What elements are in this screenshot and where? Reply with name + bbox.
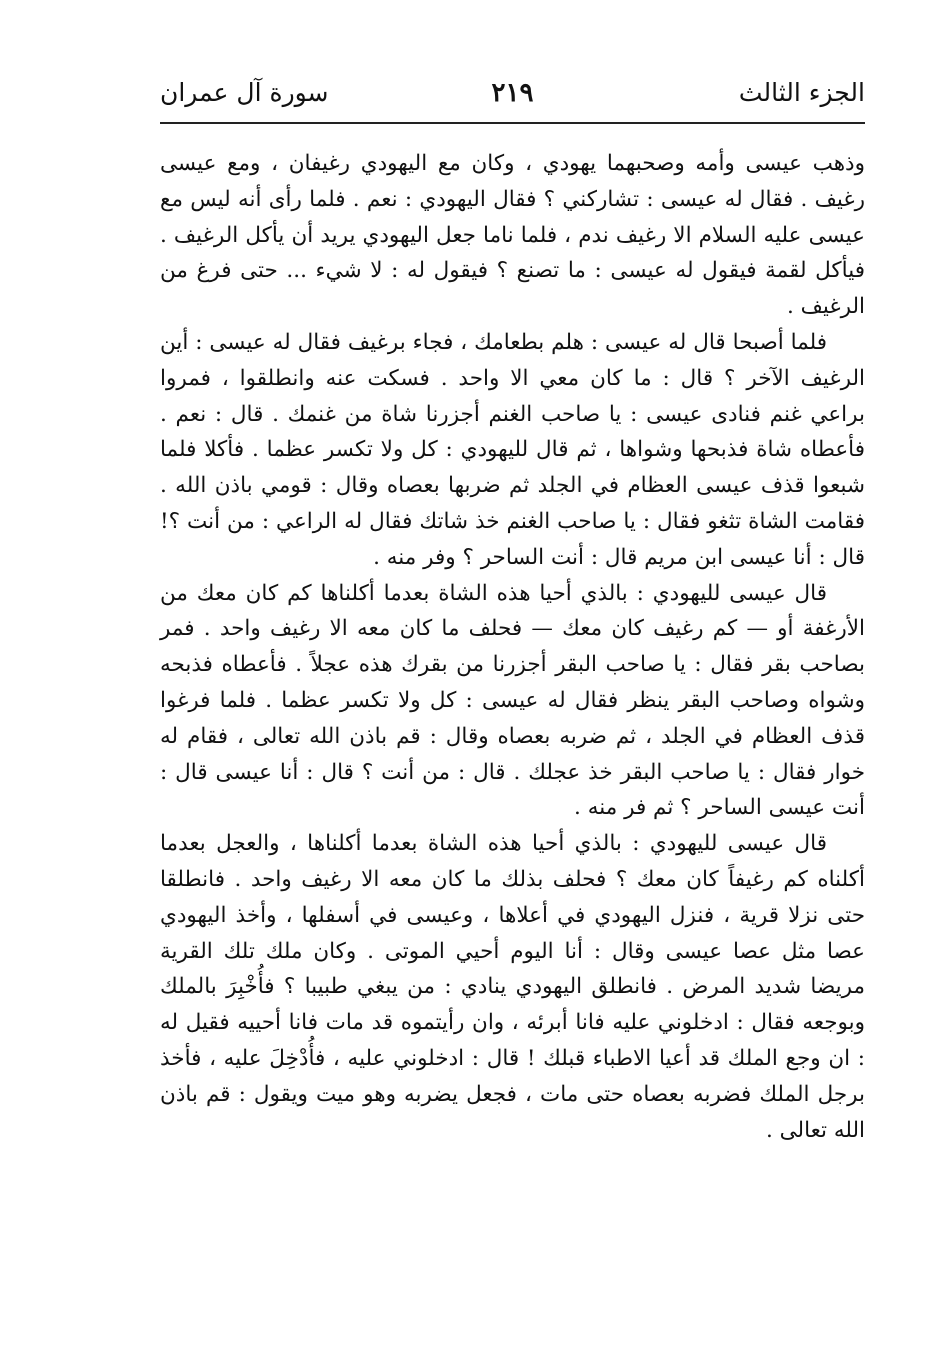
page-number: ٢١٩ [491, 78, 534, 108]
part-title: الجزء الثالث [738, 78, 865, 107]
paragraph: فلما أصبحا قال له عيسى : هلم بطعامك ، فجاء برغيف فقال له عيسى : أين الرغيف الآخر ؟ قال : ما كان معي الا واحد . فسكت عنه وانطلقوا ، فمروا براعي غنم فنادى عيسى : يا صاحب الغنم أجزرنا شاة من غنمك . قال : نعم . فأعطاه شاة فذبحها وشواها ، ثم قال لليهودي : كل ولا تكسر عظما . فأكلا فلما شبعوا قذف عيسى العظام في الجلد ثم ضربها بعصاه وقال : قومي باذن الله . فقامت الشاة تثغو فقال : يا صاحب الغنم خذ شاتك فقال له الراعي : من أنت ؟! قال : أنا عيسى ابن مريم قال : أنت الساحر ؟ وفر منه . [160, 329, 865, 570]
surah-title: سورة آل عمران [160, 78, 329, 107]
running-header [160, 68, 865, 120]
paragraph: قال عيسى لليهودي : بالذي أحيا هذه الشاة بعدما أكلناها كم كان معك من الأرغفة أو — كم رغيف كان معك — فحلف ما كان معه الا رغيف واحد . فمر بصاحب بقر فقال : يا صاحب البقر أجزرنا من بقرك هذه عجلاً . فأعطاه فذبحه وشواه وصاحب البقر ينظر فقال له عيسى : كل ولا تكسر عظما . فلما فرغوا قذف العظام في الجلد ، ثم ضربه بعصاه وقال : قم باذن الله تعالى ، فقام له خوار فقال : يا صاحب البقر خذ عجلك . قال : من أنت ؟ قال : أنا عيسى قال : أنت عيسى الساحر ؟ ثم فر منه . [160, 580, 865, 821]
paragraph: قال عيسى لليهودي : بالذي أحيا هذه الشاة بعدما أكلناها ، والعجل بعدما أكلناه كم رغيفاً كان معك ؟ فحلف بذلك ما كان معه الا رغيف واحد . فانطلقا حتى نزلا قرية ، فنزل اليهودي في أعلاها ، وعيسى في أسفلها ، وأخذ اليهودي عصا مثل عصا عيسى وقال : أنا اليوم أحيي الموتى . وكان ملك تلك القرية مريضا شديد المرض . فانطلق اليهودي ينادي : من يبغي طبيبا ؟ فأُخْبِرَ بالملك وبوجعه فقال : ادخلوني عليه فانا أبرئه ، وان رأيتموه قد مات فانا أحييه فقيل له : ان وجع الملك قد أعيا الاطباء قبلك ! قال : ادخلوني عليه ، فأُدْخِلَ عليه ، فأخذ برجل الملك فضربه بعصاه حتى مات ، فجعل يضربه وهو ميت ويقول : قم باذن الله تعالى . [160, 831, 865, 1143]
paragraph: وذهب عيسى وأمه وصحبهما يهودي ، وكان مع اليهودي رغيفان ، ومع عيسى رغيف . فقال له عيسى : تشاركني ؟ فقال اليهودي : نعم . فلما رأى أنه ليس مع عيسى عليه السلام الا رغيف ندم ، فلما ناما جعل اليهودي يريد أن يأكل الرغيف . فيأكل لقمة فيقول له عيسى : ما تصنع ؟ فيقول له : لا شيء ... حتى فرغ من الرغيف . [160, 151, 865, 320]
body-text [160, 146, 865, 1148]
header-divider [160, 122, 865, 124]
